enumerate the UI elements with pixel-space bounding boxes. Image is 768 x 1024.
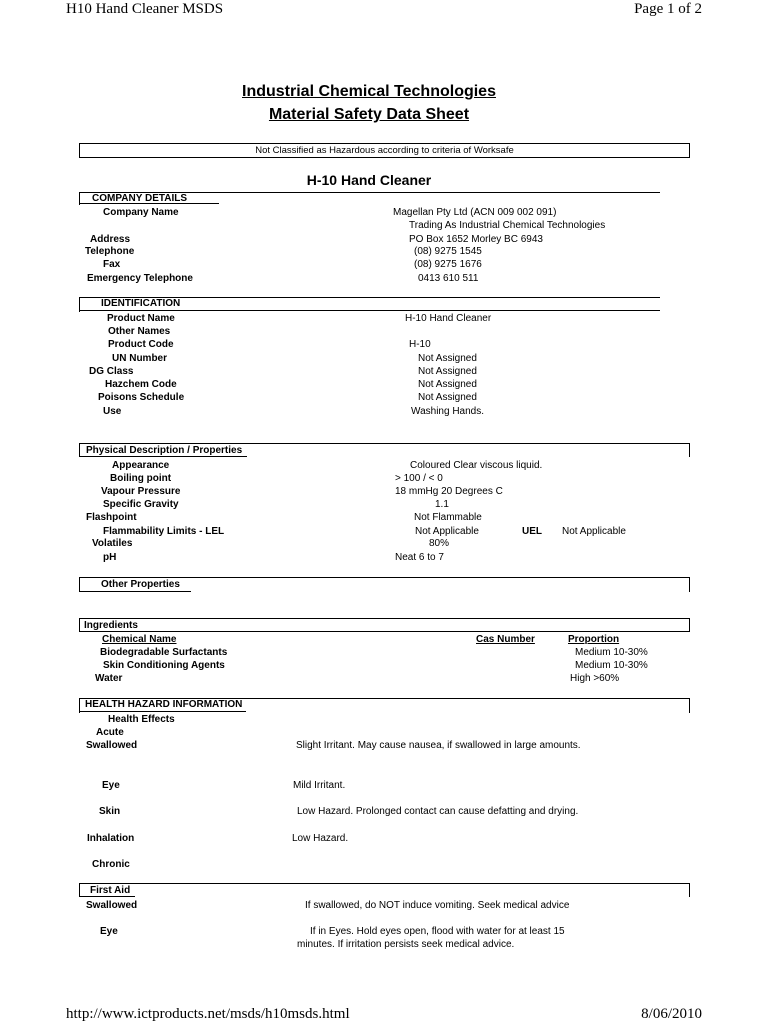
poisons-schedule-label: Poisons Schedule — [98, 392, 185, 403]
hazchem-code-value: Not Assigned — [418, 379, 477, 390]
first-aid-heading: First Aid — [90, 885, 131, 896]
first-aid-eye-label: Eye — [100, 926, 118, 937]
first-aid-eye-value-line2: minutes. If irritation persists seek medical advice. — [297, 939, 515, 950]
health-heading: HEALTH HAZARD INFORMATION — [85, 699, 243, 710]
health-skin-value: Low Hazard. Prolonged contact can cause defatting and drying. — [297, 806, 579, 817]
volatiles-value: 80% — [429, 538, 450, 549]
address-value: PO Box 1652 Morley BC 6943 — [409, 234, 543, 245]
col-chemical-name: Chemical Name — [102, 634, 177, 645]
first-aid-swallowed-label: Swallowed — [86, 900, 138, 911]
boiling-point-label: Boiling point — [110, 473, 172, 484]
health-swallowed-label: Swallowed — [86, 740, 138, 751]
footer-date: 8/06/2010 — [641, 1006, 702, 1022]
company-name-label: Company Name — [103, 207, 179, 218]
appearance-label: Appearance — [112, 460, 170, 471]
telephone-label: Telephone — [85, 246, 135, 257]
other-properties-header — [79, 577, 690, 592]
company-trading-value: Trading As Industrial Chemical Technologies — [409, 220, 606, 231]
physical-heading-underline — [79, 456, 247, 457]
first-aid-eye-value-line1: If in Eyes. Hold eyes open, flood with water for at least 15 — [310, 926, 565, 937]
other-names-label: Other Names — [108, 326, 171, 337]
health-eye-label: Eye — [102, 780, 120, 791]
health-inhalation-value: Low Hazard. — [292, 833, 349, 844]
physical-heading: Physical Description / Properties — [86, 445, 243, 456]
identification-heading: IDENTIFICATION — [101, 298, 181, 309]
dg-class-label: DG Class — [89, 366, 134, 377]
ingredient-proportion: Medium 10-30% — [575, 660, 648, 671]
product-name-value: H-10 Hand Cleaner — [405, 313, 492, 324]
volatiles-label: Volatiles — [92, 538, 133, 549]
use-value: Washing Hands. — [411, 406, 484, 417]
ingredient-name: Biodegradable Surfactants — [100, 647, 228, 658]
uel-value: Not Applicable — [562, 526, 626, 537]
lel-label: Flammability Limits - LEL — [103, 526, 225, 537]
col-proportion: Proportion — [568, 634, 620, 645]
classification-text: Not Classified as Hazardous according to criteria of Worksafe — [255, 145, 514, 156]
address-label: Address — [90, 234, 131, 245]
health-skin-label: Skin — [99, 806, 121, 817]
ingredient-name: Water — [95, 673, 123, 684]
classification-box — [79, 143, 690, 158]
first-aid-section-header — [79, 883, 690, 897]
health-effects-label: Health Effects — [108, 714, 175, 725]
product-name-label: Product Name — [107, 313, 175, 324]
un-number-label: UN Number — [112, 353, 168, 364]
sheet-title: Material Safety Data Sheet — [268, 106, 470, 123]
col-cas-number: Cas Number — [476, 634, 535, 645]
vapour-pressure-value: 18 mmHg 20 Degrees C — [395, 486, 503, 497]
physical-section-header — [79, 443, 690, 457]
other-properties-heading: Other Properties — [101, 579, 180, 590]
uel-label: UEL — [522, 526, 542, 537]
acute-label: Acute — [96, 727, 124, 738]
company-heading-underline — [79, 203, 219, 204]
telephone-value: (08) 9275 1545 — [414, 246, 482, 257]
hazchem-code-label: Hazchem Code — [105, 379, 177, 390]
health-swallowed-value: Slight Irritant. May cause nausea, if swallowed in large amounts. — [296, 740, 581, 751]
ingredients-underline — [79, 631, 690, 632]
poisons-schedule-value: Not Assigned — [418, 392, 477, 403]
emergency-telephone-value: 0413 610 511 — [418, 273, 479, 284]
un-number-value: Not Assigned — [418, 353, 477, 364]
ph-label: pH — [103, 552, 117, 563]
vapour-pressure-label: Vapour Pressure — [101, 486, 181, 497]
company-heading: COMPANY DETAILS — [92, 193, 188, 204]
health-heading-underline — [79, 711, 246, 712]
identification-underline — [79, 310, 660, 311]
fax-value: (08) 9275 1676 — [414, 259, 482, 270]
fax-label: Fax — [103, 259, 121, 270]
page-header-title: H10 Hand Cleaner MSDS — [66, 1, 224, 17]
ph-value: Neat 6 to 7 — [395, 552, 444, 563]
flashpoint-label: Flashpoint — [86, 512, 137, 523]
product-code-value: H-10 — [409, 339, 431, 350]
company-title: Industrial Chemical Technologies — [242, 83, 496, 100]
health-eye-value: Mild Irritant. — [293, 780, 346, 791]
product-title: H-10 Hand Cleaner — [306, 172, 432, 188]
product-code-label: Product Code — [108, 339, 174, 350]
specific-gravity-value: 1.1 — [435, 499, 449, 510]
emergency-telephone-label: Emergency Telephone — [87, 273, 193, 284]
ingredient-proportion: Medium 10-30% — [575, 647, 648, 658]
first-aid-underline — [79, 896, 135, 897]
ingredient-name: Skin Conditioning Agents — [103, 660, 225, 671]
chronic-label: Chronic — [92, 859, 130, 870]
use-label: Use — [103, 406, 122, 417]
dg-class-value: Not Assigned — [418, 366, 477, 377]
ingredients-section-header — [79, 618, 690, 632]
other-properties-underline — [79, 591, 191, 592]
specific-gravity-label: Specific Gravity — [103, 499, 179, 510]
footer-url[interactable]: http://www.ictproducts.net/msds/h10msds.html — [66, 1006, 350, 1022]
flashpoint-value: Not Flammable — [414, 512, 482, 523]
first-aid-swallowed-value: If swallowed, do NOT induce vomiting. Seek medical advice — [305, 900, 570, 911]
page-number: Page 1 of 2 — [634, 1, 702, 17]
lel-value: Not Applicable — [415, 526, 479, 537]
health-inhalation-label: Inhalation — [87, 833, 135, 844]
boiling-point-value: > 100 / < 0 — [395, 473, 443, 484]
company-name-value: Magellan Pty Ltd (ACN 009 002 091) — [393, 207, 557, 218]
ingredient-proportion: High >60% — [570, 673, 620, 684]
ingredients-heading: Ingredients — [84, 620, 138, 631]
appearance-value: Coloured Clear viscous liquid. — [410, 460, 543, 471]
